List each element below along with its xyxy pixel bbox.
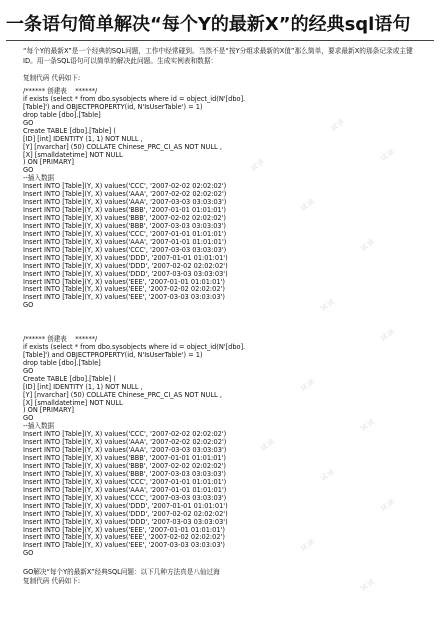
code-line: Insert INTO [Table](Y, X) values('AAA', '2007-02-02 02:02:02')	[23, 190, 227, 199]
page-title: 一条语句简单解决“每个Y的最新X”的经典sql语句	[6, 14, 411, 35]
watermark-text: 试读	[299, 537, 317, 553]
code-line: Insert INTO [Table](Y, X) values('CCC', '2007-01-01 01:01:01')	[23, 229, 227, 238]
watermark-text: 试读	[319, 467, 337, 483]
code-line: Insert INTO [Table](Y, X) values('CCC', '2007-01-01 01:01:01')	[23, 477, 227, 486]
footer-copy-code-label[interactable]: 复制代码 代码如下:	[23, 577, 81, 585]
watermark-text: 试读	[359, 417, 377, 433]
code-line: Insert INTO [Table](Y, X) values('DDD', '2007-01-01 01:01:01')	[23, 501, 228, 510]
watermark-text: 试读	[359, 577, 377, 593]
watermark-text: 试读	[379, 147, 397, 163]
title-divider	[6, 40, 434, 41]
code-line: Insert INTO [Table](Y, X) values('EEE', '2007-02-02 02:02:02')	[23, 285, 225, 294]
code-line: /****** 创建表 ******/	[23, 335, 98, 343]
code-line: Insert INTO [Table](Y, X) values('BBB', '2007-02-02 02:02:02')	[23, 214, 227, 222]
code-line: GO	[23, 301, 34, 310]
code-line: /****** 创建表 ******/	[23, 87, 98, 95]
code-line: --插入数据	[23, 422, 55, 431]
watermark-text: 试读	[379, 497, 397, 513]
code-line: if exists (select * from dbo.sysobjects where id = object_id(N'[dbo].	[23, 94, 246, 103]
code-line: Insert INTO [Table](Y, X) values('BBB', '2007-02-02 02:02:02')	[23, 462, 227, 470]
code-line: GO	[23, 118, 34, 127]
code-line: Insert INTO [Table](Y, X) values('CCC', '2007-02-02 02:02:02')	[23, 430, 227, 439]
code-line: Insert INTO [Table](Y, X) values('CCC', '2007-03-03 03:03:03')	[23, 245, 227, 254]
code-line: drop table [dbo].[Table]	[23, 110, 101, 119]
code-line: GO	[23, 166, 34, 175]
code-line: GO	[23, 366, 34, 375]
watermark-text: 试读	[299, 197, 317, 213]
code-line: Insert INTO [Table](Y, X) values('EEE', '2007-03-03 03:03:03')	[23, 541, 225, 550]
intro-paragraph	[23, 46, 418, 67]
code-line: Insert INTO [Table](Y, X) values('DDD', '2007-01-01 01:01:01')	[23, 253, 228, 262]
code-line: --插入数据	[23, 174, 55, 183]
watermark-text: 试读	[359, 237, 377, 253]
code-line: Create TABLE [dbo].[Table] (	[23, 126, 116, 135]
code-line: Insert INTO [Table](Y, X) values('EEE', '2007-02-02 02:02:02')	[23, 533, 225, 542]
code-line: GO	[23, 549, 34, 558]
code-line: Insert INTO [Table](Y, X) values('EEE', '2007-03-03 03:03:03')	[23, 293, 225, 302]
code-line: Insert INTO [Table](Y, X) values('BBB', '2007-03-03 03:03:03')	[23, 221, 227, 230]
code-line: Insert INTO [Table](Y, X) values('DDD', '2007-03-03 03:03:03')	[23, 517, 228, 526]
watermark-text: 试读	[249, 157, 267, 173]
code-line: Insert INTO [Table](Y, X) values('AAA', '2007-02-02 02:02:02')	[23, 438, 227, 447]
code-line: Insert INTO [Table](Y, X) values('DDD', '2007-02-02 02:02:02')	[23, 261, 228, 270]
footer-text: GO解决“每个Y的最新X”经典SQL问题：以下几种方法真是八仙过海	[23, 568, 220, 576]
code-line: [Table]') and OBJECTPROPERTY(id, N'IsUserTable') = 1)	[23, 102, 203, 111]
code-line: Insert INTO [Table](Y, X) values('BBB', '2007-01-01 01:01:01')	[23, 206, 227, 215]
code-line: Insert INTO [Table](Y, X) values('AAA', '2007-03-03 03:03:03')	[23, 446, 227, 455]
code-line: [X] [smalldatetime] NOT NULL	[23, 398, 123, 407]
code-line: Insert INTO [Table](Y, X) values('AAA', '2007-01-01 01:01:01')	[23, 237, 227, 246]
code-line: drop table [dbo].[Table]	[23, 358, 101, 367]
watermark-text: 试读	[259, 437, 277, 453]
watermark-text: 试读	[329, 117, 347, 133]
code-line: [X] [smalldatetime] NOT NULL	[23, 150, 123, 159]
intro-text: “每个Y的最新X”是一个经典的SQL问题，工作中经常碰到。当然不是“按Y分组求最新的X值”那么简单，要求最新X的那条记录或主键ID。用一条SQL语句可以简单的解决此问题。生成实例表和数据：	[23, 47, 413, 66]
code-line: ) ON [PRIMARY]	[23, 158, 74, 167]
footer-section	[23, 568, 220, 586]
code-line: [ID] [int] IDENTITY (1, 1) NOT NULL ,	[23, 134, 143, 143]
code-line: Insert INTO [Table](Y, X) values('BBB', '2007-03-03 03:03:03')	[23, 469, 227, 478]
code-block-create-table-repeat	[23, 336, 343, 558]
code-block-create-table	[23, 88, 343, 310]
code-line: Insert INTO [Table](Y, X) values('DDD', '2007-02-02 02:02:02')	[23, 509, 228, 518]
code-line: [ID] [int] IDENTITY (1, 1) NOT NULL ,	[23, 382, 143, 391]
code-line: Insert INTO [Table](Y, X) values('EEE', '2007-01-01 01:01:01')	[23, 525, 225, 534]
code-line: Insert INTO [Table](Y, X) values('CCC', '2007-02-02 02:02:02')	[23, 182, 227, 191]
code-line: [Y] [nvarchar] (50) COLLATE Chinese_PRC_CI_AS NOT NULL ,	[23, 390, 222, 399]
copy-code-label[interactable]: 复制代码 代码如下:	[23, 74, 81, 82]
code-line: [Table]') and OBJECTPROPERTY(id, N'IsUserTable') = 1)	[23, 350, 203, 359]
code-line: Insert INTO [Table](Y, X) values('AAA', '2007-03-03 03:03:03')	[23, 198, 227, 207]
watermark-text: 试读	[379, 327, 397, 343]
code-line: Create TABLE [dbo].[Table] (	[23, 374, 116, 383]
code-line: Insert INTO [Table](Y, X) values('EEE', '2007-01-01 01:01:01')	[23, 277, 225, 286]
code-line: GO	[23, 414, 34, 423]
code-line: Insert INTO [Table](Y, X) values('CCC', '2007-03-03 03:03:03')	[23, 493, 227, 502]
code-line: Insert INTO [Table](Y, X) values('BBB', '2007-01-01 01:01:01')	[23, 454, 227, 463]
code-line: ) ON [PRIMARY]	[23, 406, 74, 415]
code-line: [Y] [nvarchar] (50) COLLATE Chinese_PRC_CI_AS NOT NULL ,	[23, 142, 222, 151]
watermark-text: 试读	[319, 297, 337, 313]
code-line: Insert INTO [Table](Y, X) values('DDD', '2007-03-03 03:03:03')	[23, 269, 228, 278]
code-line: if exists (select * from dbo.sysobjects where id = object_id(N'[dbo].	[23, 342, 246, 351]
watermark-text: 试读	[299, 377, 317, 393]
code-line: Insert INTO [Table](Y, X) values('AAA', '2007-01-01 01:01:01')	[23, 485, 227, 494]
